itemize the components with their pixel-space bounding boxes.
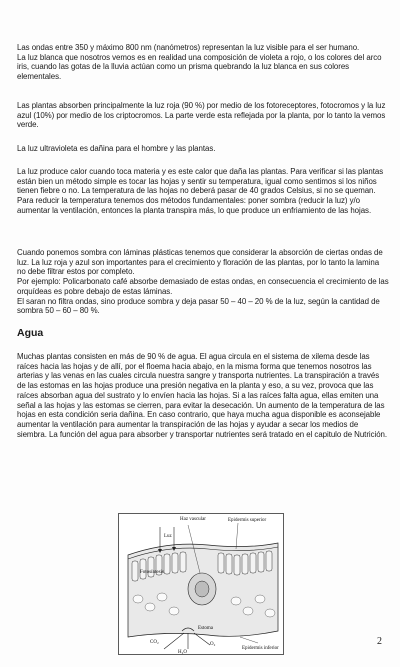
label-co2: CO₂ bbox=[150, 640, 159, 645]
text-polycarbonate: Por ejemplo: Policarbonato café absorbe demasiado de estas ondas, en consecuencia el crecimiento de las orquídeas es pobre debajo de estas láminas. bbox=[17, 277, 389, 296]
text-white-light: La luz blanca que nosotros vemos es en realidad una composición de violeta a rojo, o los colores del arco iris, cuando las gotas de la lluvia actúan como un prisma quebrando la luz blanca en sus colores elementales. bbox=[17, 52, 382, 82]
leaf-cross-section-figure bbox=[118, 513, 284, 655]
text-visible-light: Las ondas entre 350 y máximo 800 nm (nanómetros) representan la luz visible para el ser humano. bbox=[17, 43, 360, 52]
paragraph-visible-light bbox=[17, 43, 389, 82]
vascular-bundle-core bbox=[195, 581, 209, 597]
paragraph-ultraviolet: La luz ultravioleta es dañina para el hombre y las plantas. bbox=[17, 144, 216, 153]
label-h2o: H₂O bbox=[178, 650, 187, 655]
label-o2: O₂ bbox=[210, 642, 216, 647]
label-luz: Luz bbox=[164, 534, 172, 539]
text-saran: El saran no filtra ondas, sino produce sombra y deja pasar 50 – 40 – 20 % de la luz, según la cantidad de sombra 50 – 60 – 80 %. bbox=[17, 296, 380, 316]
paragraph-absorption: Las plantas absorben principalmente la luz roja (90 %) por medio de los fotoreceptores, fotocromos y la luz azul (10%) por medio de los criptocromos. La parte verde esta reflejada por la planta, por lo tanto la vemos verde. bbox=[17, 101, 386, 130]
page-number: 2 bbox=[377, 636, 382, 647]
section-heading-agua: Agua bbox=[17, 327, 44, 339]
text-shade-sheets: Cuando ponemos sombra con láminas plásticas tenemos que considerar la absorción de ciertas ondas de luz. La luz roja y azul son importantes para el crecimiento y floración de las plantas, por lo tanto la lamina no debe filtrar estos por completo. bbox=[17, 248, 383, 277]
label-haz-vascular: Haz vascular bbox=[180, 517, 206, 522]
paragraph-shade bbox=[17, 248, 389, 316]
label-epidermis-inferior: Epidermis inferior bbox=[242, 646, 279, 651]
label-epidermis-superior: Epidermis superior bbox=[228, 518, 267, 523]
paragraph-agua: Muchas plantas consisten en más de 90 % de agua. El agua circula en el sistema de xilema desde las raíces hacia las hojas y de allí, por el floema hacia abajo, en la misma forma que tenemos nosotros las arterias y las venas en las cuales circula nuestra sangre y transporta nutrientes. La transpiración a través de las estomas en las hojas produce una presión negativa en la planta y eso, a su vez, provoca que las raíces absorban agua del sustrato y lo envíen hacia las hojas. Si a las raíces falta agua, ellas emiten una señal a las hojas y las estomas se cierren, para evitar la desecación. Un aumento de la temperatura de las hojas en esta condición seria dañina. En caso contrario, que haya mucha agua disponible es aconsejable aumentar la ventilación para aumentar la transpiración de las hojas y ayudar a secar los medios de siembra. La función del agua para absorber y transportar nutrientes será tratado en el capitulo de Nutrición. bbox=[17, 352, 388, 439]
paragraph-heat: La luz produce calor cuando toca materia y es este calor que daña las plantas. Para verificar si las plantas están bien un método simple es tocar las hojas y sentir su temperatura, igual como sentimos si los niños tienen fiebre o no. La temperatura de las hojas no deberá pasar de 40 grados Celsius, si no se queman. Para reducir la temperatura tenemos dos métodos fundamentales: poner sombra (reducir la luz) y/o aumentar la ventilación, entonces la planta transpira más, lo que produce un enfriamiento de las hojas. bbox=[17, 167, 384, 215]
label-fotosintesis: Fotosíntesis bbox=[140, 570, 164, 575]
label-estoma: Estoma bbox=[198, 626, 213, 631]
